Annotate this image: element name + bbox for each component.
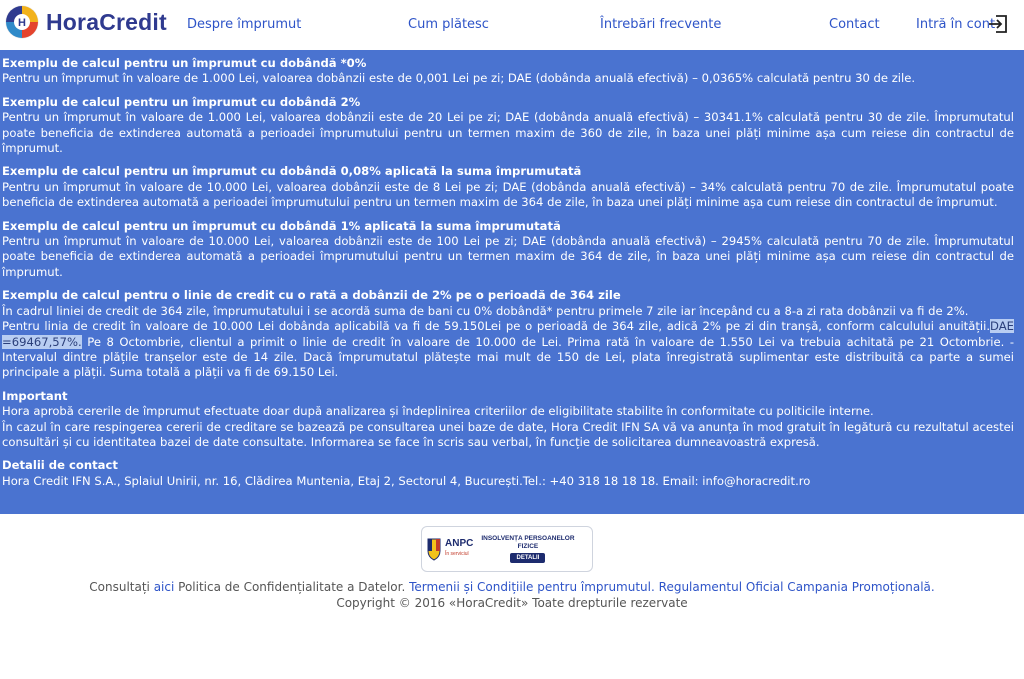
brand-name: HoraCredit [46, 8, 167, 35]
anpc-insolvency-badge[interactable] [421, 526, 593, 572]
regulation-link[interactable]: Regulamentul Oficial Campania Promoțională. [654, 580, 935, 594]
dae-highlight: DAE =69467,57%. [2, 319, 1014, 349]
important-line-1: Hora aprobă cererile de împrumut efectuate doar după analizarea și îndeplinirea criteriilor de eligibilitate stabilite în conformitate cu politicile interne. [2, 404, 874, 419]
site-header [0, 0, 1024, 50]
nav-login[interactable]: Intră în cont [916, 17, 996, 32]
insolvency-line-2: FIZICE [517, 543, 539, 550]
anpc-label [445, 538, 473, 560]
example-section-3 [2, 219, 1014, 281]
credit-line-text-b: Pe 8 Octombrie, clientul a primit o linie de credit în valoare de 10.000 de Lei. Prima rată în valoare de 1.550 Lei va trebuia achitată pe 21 Octombrie. - Intervalul dintre plățile tranșelor este de 14 zile. Dacă împrumutatul plătește mai mult de 150 de Lei, plata înregistrată suplimentar este distribuită ca parte a sumei principale a plății. Suma totală a plății va fi de 69.150 Lei. [2, 334, 1014, 380]
example-body: Pentru un împrumut în valoare de 10.000 Lei, valoarea dobânzii este de 100 Lei pe zi; DAE (dobânda anuală efectivă) – 2945% calculată pentru 70 de zile. Împrumutatul poate beneficia de extinderea automată a perioadei împrumutului pentru un termen maxim de 364 de zile, în baza unei plăți minime așa cum reiese din contractul de împrumut. [2, 234, 1014, 279]
contact-title: Detalii de contact [2, 458, 118, 473]
site-footer [0, 580, 1024, 611]
example-body: Pentru un împrumut în valoare de 1.000 Lei, valoarea dobânzii este de 0,001 Lei pe zi; DAE (dobânda anuală efectivă) – 0,0365% calculată pentru 30 de zile. [2, 71, 916, 86]
footer-policy-text: Politica de Confidențialitate a Datelor. [174, 580, 410, 594]
credit-line-title: Exemplu de calcul pentru o linie de credit cu o rată a dobânzii de 2% pe o perioadă de 364 zile [2, 288, 621, 303]
horacredit-logo-icon [4, 4, 40, 40]
example-title: Exemplu de calcul pentru un împrumut cu dobândă 2% [2, 94, 361, 109]
example-section-2 [2, 164, 1014, 210]
nav-cum-platesc[interactable]: Cum plătesc [408, 17, 489, 32]
example-section-1 [2, 95, 1014, 157]
contact-details: Hora Credit IFN S.A., Splaiul Unirii, nr. 16, Clădirea Muntenia, Etaj 2, Sectorul 4, București.Tel.: +40 318 18 18 18. Email: info@horacredit.ro [2, 473, 811, 488]
badge-details-button[interactable]: DETALII [510, 553, 545, 563]
login-icon[interactable] [988, 14, 1008, 34]
credit-line-section [2, 288, 1014, 380]
svg-text:H: H [18, 17, 26, 29]
example-section-0 [2, 56, 1014, 87]
important-line-2: În cazul în care respingerea cererii de creditare se bazează pe consultarea unei baze de date, Hora Credit IFN SA vă va anunța în mod gratuit în legătură cu rezultatul acestei consultări și cu identitatea bazei de date consultate. Informarea se face în scris sau verbal, în funcție de solicitarea dumneavoastră expresă. [2, 419, 1014, 449]
nav-contact[interactable]: Contact [829, 17, 880, 32]
example-title: Exemplu de calcul pentru un împrumut cu dobândă 0,08% aplicată la suma împrumutată [2, 164, 582, 179]
copyright-text: Copyright © 2016 «HoraCredit» Toate drepturile rezervate [336, 595, 688, 610]
insolvency-line-1: INSOLVENȚA PERSOANELOR [481, 535, 575, 542]
legal-info-panel [0, 50, 1024, 514]
brand-logo[interactable] [4, 4, 167, 40]
example-title: Exemplu de calcul pentru un împrumut cu dobândă 1% aplicată la suma împrumutată [2, 218, 561, 233]
insolvency-label [481, 535, 574, 563]
contact-section [2, 458, 1014, 489]
footer-consult-text: Consultați [89, 580, 154, 594]
important-title: Important [2, 388, 68, 403]
romania-coat-of-arms-icon [427, 537, 441, 561]
terms-link[interactable]: Termenii și Condițiile pentru împrumutul. [409, 580, 655, 594]
credit-line-text-a: Pentru linia de credit în valoare de 10.000 Lei dobânda aplicabilă va fi de 59.150Lei pe o perioadă de 364 zile, adică 2% pe zi din tranșă, conform calculului anuității. [2, 319, 991, 334]
credit-line-details [2, 319, 1014, 381]
example-body: Pentru un împrumut în valoare de 10.000 Lei, valoarea dobânzii este de 8 Lei pe zi; DAE (dobânda anuală efectivă) – 34% calculată pentru 70 de zile. Împrumutatul poate beneficia de extinderea automată a perioadei împrumutului pentru un termen maxim de 364 de zile, în baza unei plăți minime așa cum reiese din contractul de împrumut. [2, 179, 1014, 210]
example-title: Exemplu de calcul pentru un împrumut cu dobândă *0% [2, 56, 367, 70]
nav-despre-imprumut[interactable]: Despre împrumut [187, 17, 302, 32]
privacy-policy-link[interactable]: aici [153, 580, 175, 594]
footer-links-row-1 [0, 580, 1024, 596]
nav-intrebari-frecvente[interactable]: Întrebări frecvente [600, 17, 722, 32]
anpc-subtext: În serviciul [445, 551, 469, 557]
example-body: Pentru un împrumut în valoare de 1.000 Lei, valoarea dobânzii este de 20 Lei pe zi; DAE (dobânda anuală efectivă) – 30341.1% calculată pentru 30 de zile. Împrumutatul poate beneficia de extinderea automată a perioadei împrumutului pentru un termen maxim de 360 de zile, în baza unei plăți minime așa cum reiese din contractul de împrumut. [2, 110, 1014, 156]
anpc-text: ANPC [445, 538, 474, 549]
important-section [2, 389, 1014, 451]
credit-line-intro: În cadrul liniei de credit de 364 zile, împrumutatului i se acordă suma de bani cu 0% dobândă* pentru primele 7 zile iar începând cu a 8-a zi rata dobânzii va fi de 2%. [2, 303, 969, 318]
